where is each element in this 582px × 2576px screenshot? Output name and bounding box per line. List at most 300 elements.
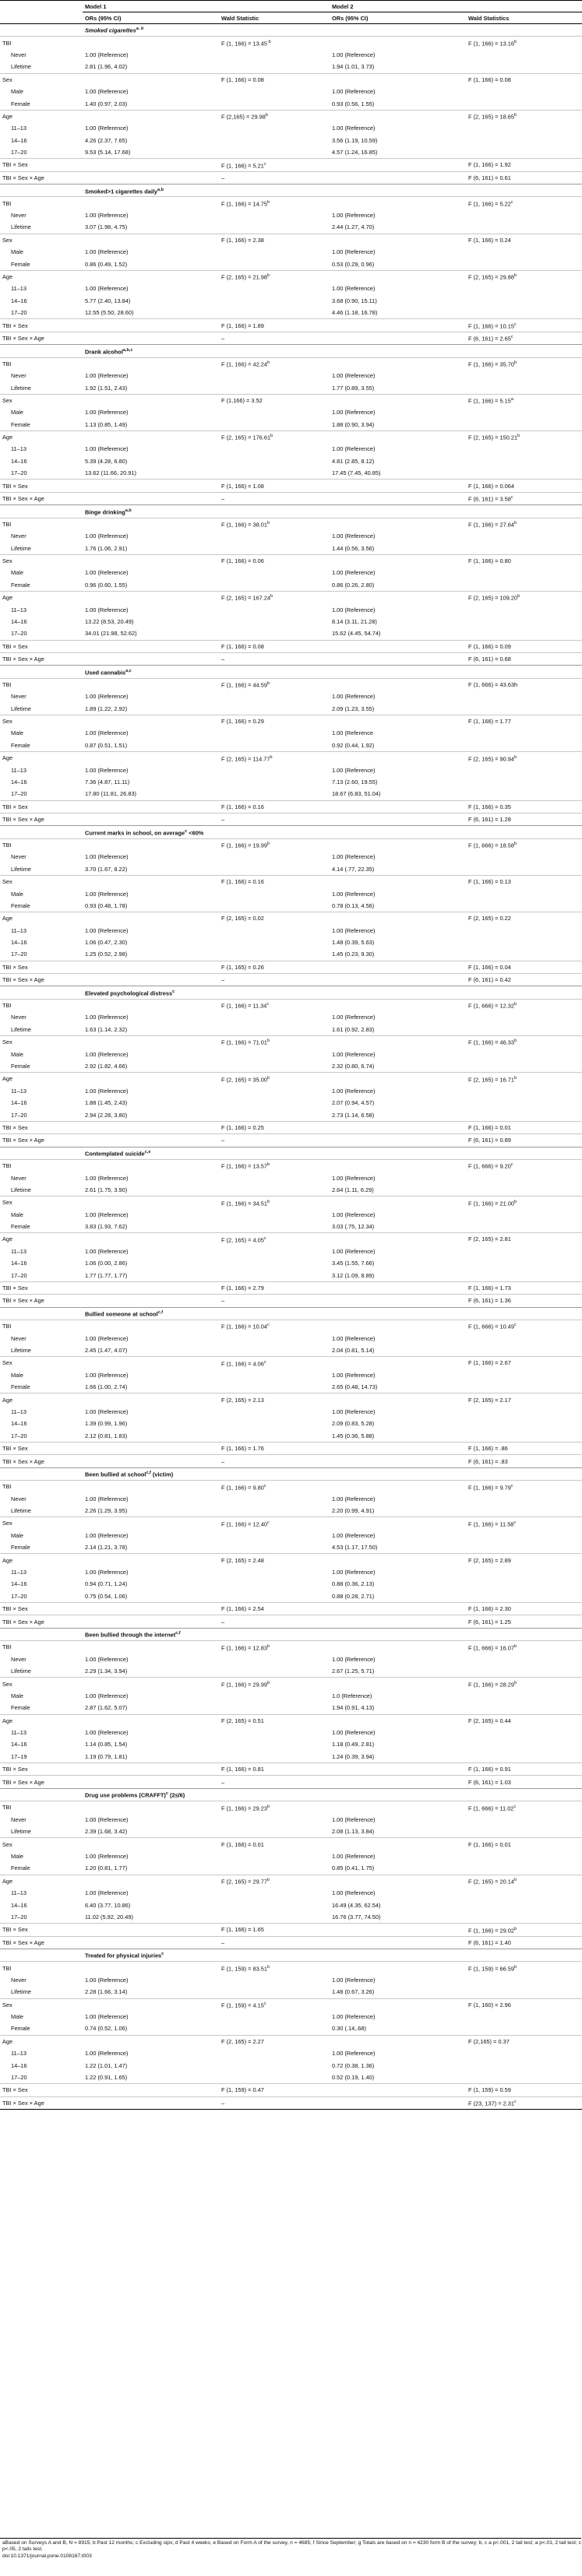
section-header-row [0,1147,582,1159]
wald-model1 [219,554,330,567]
or-value: 1.00 (Reference) [332,693,376,701]
table-row [0,1357,582,1369]
wald-model1 [219,999,330,1011]
or-value: 2.64 (1.11, 6.29) [332,1186,374,1193]
wald-model2 [466,788,582,800]
row-label: Age [0,752,83,764]
table-row [0,542,582,554]
section-title-suffix: (victim) [150,1471,174,1478]
row-label: Lifetime [11,1668,31,1675]
wald-model2 [466,270,582,283]
row-label: TBI [0,678,83,691]
wald-value: F (1, 166) = 29.23 [221,1805,267,1812]
wald-value: F (1, 166) = 46.33 [468,1038,514,1046]
wald-value: F (1, 166) = 21.00 [468,1200,514,1207]
superscript-mark: c [513,322,517,327]
superscript-mark: c [266,1002,270,1007]
wald-value: F (1, 159) = 83.51 [221,1965,267,1973]
or-value: 1.00 (Reference) [85,1211,129,1218]
or-model1 [83,197,219,209]
wald-model1 [219,467,330,480]
table-row [0,678,582,691]
or-value: 1.00 (Reference) [332,1889,376,1897]
or-model2 [330,652,466,665]
or-model2 [330,974,466,986]
row-label: TBI × Sex × Age [0,974,83,986]
or-model2 [330,258,466,270]
row-label: TBI × Sex [0,961,83,973]
section-title [83,826,582,838]
or-model1 [83,715,219,727]
or-value: 1.00 (Reference) [85,890,129,898]
or-value: 1.20 (0.81, 1.77) [85,1864,128,1872]
wald-model1 [219,1590,330,1603]
or-value: 1.0 (Reference) [332,1692,372,1699]
row-label: Male [11,1211,24,1218]
row-label: 11–13 [11,1889,27,1897]
or-value: 1.24 (0.39, 3.94) [332,1752,375,1760]
wald-value: F (2, 165) = 16.71 [468,1076,514,1084]
wald-value: F (1, 166) = 1.08 [221,482,264,490]
or-value: 2.65 (0.48, 14.73) [332,1383,378,1391]
section-title-text: Drank alcohol [85,348,123,356]
superscript-mark: a,c [125,668,132,673]
row-label: Age [0,270,83,283]
or-model2 [330,1073,466,1085]
table-row [0,467,582,480]
or-model1 [83,652,219,665]
or-model2 [330,1578,466,1590]
row-label: TBI × Sex [0,640,83,652]
table-row [0,948,582,961]
wald-model2 [466,1738,582,1750]
row-label: Never [11,693,26,701]
or-model2 [330,1875,466,1887]
wald-model1 [219,1159,330,1172]
wald-model1 [219,455,330,467]
or-value: 2.04 (0.81, 5.14) [332,1346,375,1354]
wald-model2 [466,97,582,110]
table-row [0,431,582,443]
row-label: Lifetime [11,1025,31,1033]
table-row [0,925,582,937]
or-model2 [330,2096,466,2109]
or-model1 [83,258,219,270]
blank-subheader [0,12,83,24]
superscript-mark: b [513,521,517,526]
wald-value: F (2, 165) = 35.00 [221,1076,267,1084]
wald-value: F (1, 166) = 13.45 [221,40,267,47]
table-row [0,258,582,270]
row-label: 17–20 [11,951,27,958]
wald-model1 [219,1418,330,1429]
wald-value: – [221,816,225,824]
wald-value: F (1, 166) = 27.64 [468,521,514,529]
table-row [0,1048,582,1060]
wald-model1 [219,135,330,146]
section-title [83,1147,582,1159]
row-label: 11–13 [11,2050,27,2058]
or-value: 1.00 (Reference) [332,51,376,58]
or-value: 2.14 (1.21, 3.78) [85,1544,128,1552]
or-value: 2.29 (1.34, 3.94) [85,1668,128,1675]
row-label: Lifetime [11,223,31,231]
row-label: Lifetime [11,384,31,392]
wald-value: F (1, 666) = 10.49 [468,1323,514,1330]
wald-model2 [466,1554,582,1566]
wald-model2 [466,948,582,961]
wald-model1 [219,1566,330,1578]
or-value: 1.00 (Reference) [85,1692,129,1699]
wald-model2 [466,1665,582,1678]
section-title [83,666,582,678]
section-header-row [0,826,582,838]
or-model1 [83,838,219,851]
table-row [0,591,582,603]
wald-model1 [219,1862,330,1875]
superscript-mark: b [270,434,273,439]
table-row [0,1221,582,1233]
table-row [0,443,582,455]
table-row [0,2047,582,2059]
or-model1 [83,1197,219,1209]
or-value: 1.40 (0.97, 2.03) [85,100,128,107]
table-row [0,961,582,973]
or-value: 1.00 (Reference) [332,926,376,934]
wald-value: F (1, 166) = 0.08 [221,642,264,650]
or-model2 [330,1517,466,1530]
wald-model2 [466,518,582,530]
wald-value: F (1, 166) = 0.91 [468,1766,511,1773]
wald-model1 [219,1332,330,1344]
or-value: 0.85 (0.41, 1.75) [332,1864,375,1872]
or-value: 1.00 (Reference [332,729,374,737]
row-label: TBI × Sex [0,319,83,332]
wald-model2 [466,1727,582,1738]
or-value: 5.39 (4.28, 6.80) [85,457,128,465]
or-value: 1.88 (1.45, 2.43) [85,1099,128,1107]
or-model1 [83,431,219,443]
or-model2 [330,1615,466,1628]
or-model1 [83,270,219,283]
wald-model2 [466,1036,582,1049]
wald-value: – [221,655,225,663]
or-value: 1.00 (Reference) [85,1014,129,1021]
row-label: Sex [0,1678,83,1690]
row-label: TBI × Sex [0,1603,83,1615]
or-model1 [83,974,219,986]
section-header-row [0,986,582,999]
or-value: 1.45 (0.36, 5.88) [332,1432,375,1439]
or-value: 1.14 (0.85, 1.54) [85,1741,128,1748]
or-value: 1.00 (Reference) [85,766,129,774]
wald-value: F (1, 166) = 2.79 [221,1284,264,1292]
or-model2 [330,1751,466,1763]
or-model2 [330,1887,466,1899]
or-value: 1.00 (Reference) [85,926,129,934]
row-label: Male [11,729,24,737]
wald-model2 [466,307,582,319]
table-row [0,1369,582,1381]
or-model1 [83,1850,219,1862]
or-value: 1.00 (Reference) [85,212,129,220]
row-label: 11–13 [11,606,27,613]
or-model1 [83,1911,219,1924]
wald-value: F (6, 161) = 1.36 [468,1297,511,1305]
or-model2 [330,937,466,948]
section-spacer [0,1147,83,1159]
wald-value: F (2, 165) = 0.22 [468,915,511,923]
or-value: 1.00 (Reference) [332,1174,376,1182]
table-row [0,1269,582,1281]
wald-model1 [219,1814,330,1826]
wald-model1 [219,2011,330,2022]
wald-value: F (1, 166) = 0.16 [221,803,264,810]
wald-model2 [466,603,582,615]
or-model1 [83,246,219,258]
superscript-mark: c [172,989,175,994]
or-value: 1.61 (0.92, 2.83) [332,1025,375,1033]
or-value: 1.00 (Reference) [85,1174,129,1182]
table-row [0,1481,582,1493]
row-label: Never [11,1655,26,1663]
wald-model2 [466,1281,582,1294]
or-value: 34.01 (21.98, 52.62) [85,630,137,638]
table-row [0,1826,582,1838]
table-row [0,1109,582,1121]
row-label: Male [11,409,24,416]
wald-value: F (1, 666) = 16.07 [468,1644,514,1652]
or-value: 1.00 (Reference) [332,1729,376,1737]
table-row [0,270,582,283]
or-model2 [330,1406,466,1418]
wald-model1 [219,2035,330,2047]
table-row [0,814,582,826]
wald-model2 [466,961,582,973]
row-label: Never [11,1495,26,1502]
wald-model1 [219,1233,330,1246]
wald-model1 [219,146,330,159]
wald-value: F (1, 166) = 12.83 [221,1644,267,1652]
table-row [0,1172,582,1183]
or-model1 [83,307,219,319]
wald-model1 [219,1875,330,1887]
or-value: 1.00 (Reference) [85,372,129,380]
or-model1 [83,1430,219,1443]
wald-model2 [466,1763,582,1776]
or-value: 11.02 (5.92, 20.49) [85,1913,133,1921]
or-model1 [83,1085,219,1097]
or-value: 1.00 (Reference) [85,569,129,577]
wald-model1 [219,1615,330,1628]
section-title [83,1307,582,1320]
or-value: 7.13 (2.60, 19.55) [332,778,378,786]
or-value: 3.45 (1.55, 7.66) [332,1260,375,1267]
row-label: TBI × Sex [0,1281,83,1294]
wald-model1 [219,1887,330,1899]
or-value: 2.09 (1.23, 3.55) [332,705,375,712]
or-model2 [330,1911,466,1924]
or-model2 [330,752,466,764]
wald-value: F (1, 166) = 0.80 [468,557,511,564]
row-label: TBI × Sex × Age [0,1455,83,1467]
table-row [0,1924,582,1936]
superscript-mark: b [513,113,517,118]
or-header-2: ORs (95% CI) [330,12,466,24]
wald-model2 [466,1603,582,1615]
or-model1 [83,875,219,887]
wald-model2 [466,1121,582,1133]
or-value: 1.06 (0.47, 2.30) [85,939,128,947]
wald-model1 [219,530,330,542]
section-spacer [0,505,83,518]
row-label: 11–13 [11,1407,27,1415]
or-value: 3.03 (.75, 12.34) [332,1223,375,1231]
wald-model2 [466,1048,582,1060]
wald-model1 [219,1727,330,1738]
table-row [0,295,582,307]
or-model2 [330,1653,466,1665]
wald-model2 [466,431,582,443]
or-model2 [330,332,466,344]
superscript-mark: b [266,1804,270,1809]
superscript-mark: a,b [157,187,164,192]
or-model2 [330,530,466,542]
row-label: Age [0,1073,83,1085]
wald-model1 [219,2059,330,2071]
superscript-mark: c [513,1804,517,1809]
wald-model2 [466,727,582,739]
or-value: 2.28 (1.66, 3.14) [85,1988,128,1996]
table-row [0,1590,582,1603]
row-label: TBI [0,37,83,49]
section-title [83,1467,582,1480]
or-value: 4.26 (2.37, 7.65) [85,136,128,144]
or-value: 1.44 (0.56, 3.56) [332,544,375,552]
wald-value: – [221,1938,225,1946]
table-row [0,1060,582,1073]
or-model1 [83,2072,219,2084]
table-row [0,1024,582,1036]
superscript-mark: c [513,1323,517,1328]
superscript-mark: b [513,1964,517,1970]
table-row [0,381,582,394]
wald-value: F (1, 166) = 35.70 [468,360,514,368]
wald-model1 [219,443,330,455]
row-label: Lifetime [11,63,31,71]
wald-model1 [219,887,330,899]
superscript-mark: b [513,39,517,44]
or-value: 1.00 (Reference) [85,409,129,416]
superscript-mark: a [510,397,513,402]
or-value: 2.12 (0.81, 1.83) [85,1432,128,1439]
wald-model2 [466,530,582,542]
or-model1 [83,1295,219,1307]
or-value: 1.00 (Reference) [332,890,376,898]
row-label: TBI × Sex [0,1763,83,1776]
table-row [0,1455,582,1467]
row-label: Female [11,260,30,268]
wald-value: F (1, 166) = 0.01 [468,1123,511,1131]
or-value: 1.00 (Reference) [85,1371,129,1379]
or-value: 1.00 (Reference) [332,445,376,453]
row-label: Sex [0,1036,83,1049]
wald-model2 [466,1492,582,1504]
row-label: TBI [0,1641,83,1653]
wald-model1 [219,1269,330,1281]
wald-model1 [219,727,330,739]
wald-model2 [466,875,582,887]
row-label: TBI [0,1962,83,1974]
wald-model1 [219,1911,330,1924]
table-row [0,1862,582,1875]
or-header-1: ORs (95% CI) [83,12,219,24]
wald-model2 [466,887,582,899]
superscript-mark: b [266,1878,270,1883]
or-value: 1.00 (Reference) [85,125,129,132]
or-model1 [83,1011,219,1023]
or-value: 0.53 (0.29, 0.96) [332,260,375,268]
or-model1 [83,122,219,134]
wald-value: F (1, 166) = 11.34 [221,1002,267,1010]
section-title-text: Used cannabis [85,669,126,677]
or-model1 [83,171,219,184]
wald-model2 [466,1936,582,1949]
wald-model2 [466,937,582,948]
wald-value: F (1, 166) = 38.01 [221,521,267,529]
table-row [0,1442,582,1454]
or-model1 [83,616,219,627]
wald-value: – [221,1137,225,1144]
wald-value: F (1, 166) = 12.40 [221,1520,267,1528]
row-label: TBI × Sex × Age [0,1615,83,1628]
or-model1 [83,1257,219,1269]
section-spacer [0,1949,83,1961]
or-model1 [83,1714,219,1727]
wald-value: F (1, 166) = 0.06 [221,557,264,564]
wald-model1 [219,295,330,307]
wald-model2 [466,814,582,826]
or-model1 [83,49,219,61]
wald-model1 [219,1085,330,1097]
or-model1 [83,1281,219,1294]
wald-model1 [219,1455,330,1467]
wald-value: F (1,166) = 3.52 [221,396,263,404]
or-value: 1.19 (0.79, 1.81) [85,1752,128,1760]
row-label: Lifetime [11,1507,31,1515]
or-model2 [330,159,466,171]
table-row [0,1653,582,1665]
or-model2 [330,270,466,283]
superscript-mark: b [513,1878,517,1883]
wald-model2 [466,800,582,813]
or-value: 16.76 (3.77, 74.50) [332,1913,381,1921]
wald-model2 [466,542,582,554]
wald-model1 [219,1776,330,1788]
or-model1 [83,727,219,739]
or-value: 1.00 (Reference) [85,2013,129,2021]
wald-model2 [466,171,582,184]
wald-model2 [466,1530,582,1541]
table-row [0,492,582,504]
superscript-mark: c [510,335,513,340]
or-model2 [330,776,466,788]
wald-value: F (1, 166) = 5.15 [468,397,511,405]
wald-model2 [466,1814,582,1826]
or-value: 3.83 (1.93, 7.62) [85,1223,128,1231]
wald-value: – [221,174,225,181]
table-row [0,1257,582,1269]
